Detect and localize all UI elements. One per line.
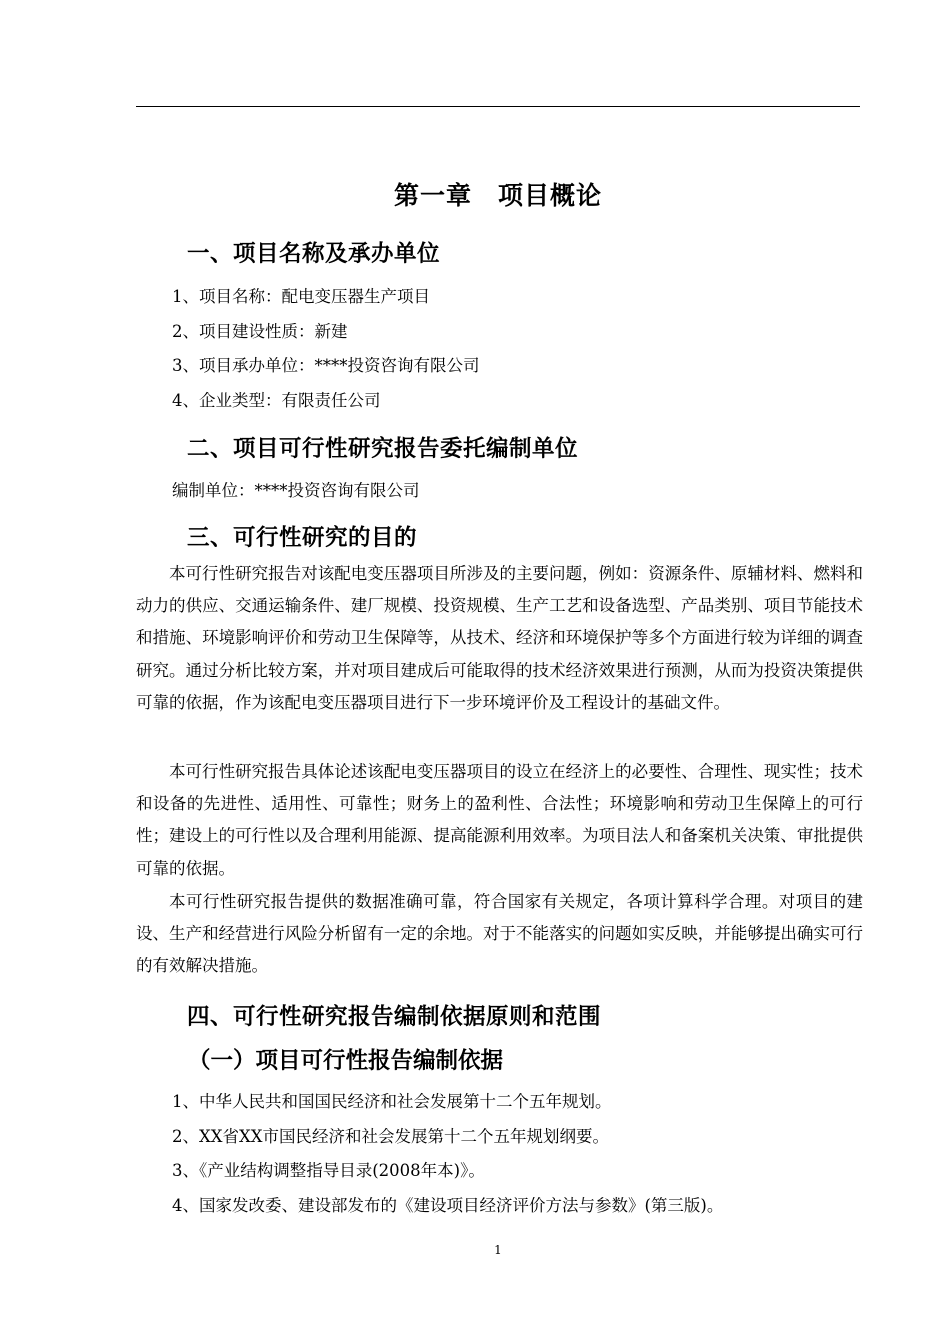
header-rule [136,106,860,107]
section-heading-1: 一、项目名称及承办单位 [187,241,441,267]
section-2-item-1: 编制单位：****投资咨询有限公司 [172,481,420,500]
section-4-item-2: 2、XX省XX市国民经济和社会发展第十二个五年规划纲要。 [172,1127,609,1146]
chapter-title: 第一章 项目概论 [393,181,602,210]
section-3-paragraph-2: 本可行性研究报告具体论述该配电变压器项目的设立在经济上的必要性、合理性、现实性；技术和设备的先进性、适用性、可靠性；财务上的盈利性、合法性；环境影响和劳动卫生保障上的可行性；建设上的可行性以及合理利用能源、提高能源利用效率。为项目法人和备案机关决策、审批提供可靠的依据。 [136,762,863,878]
section-4-item-3: 3、《产业结构调整指导目录(2008年本)》。 [172,1161,485,1180]
section-4-subheading: （一）项目可行性报告编制依据 [188,1048,504,1074]
section-heading-2: 二、项目可行性研究报告委托编制单位 [187,436,579,462]
section-3-paragraph-1: 本可行性研究报告对该配电变压器项目所涉及的主要问题，例如：资源条件、原辅材料、燃料和动力的供应、交通运输条件、建厂规模、投资规模、生产工艺和设备选型、产品类别、项目节能技术和措施、环境影响评价和劳动卫生保障等，从技术、经济和环境保护等多个方面进行较为详细的调查研究。通过分析比较方案，并对项目建成后可能取得的技术经济效果进行预测，从而为投资决策提供可靠的依据，作为该配电变压器项目进行下一步环境评价及工程设计的基础文件。 [136,564,863,712]
page-number: 1 [494,1243,502,1257]
section-4-item-4: 4、国家发改委、建设部发布的《建设项目经济评价方法与参数》(第三版)。 [172,1196,724,1215]
section-1-item-1: 1、项目名称：配电变压器生产项目 [172,287,430,306]
section-1-item-4: 4、企业类型：有限责任公司 [172,391,381,410]
section-heading-3: 三、可行性研究的目的 [187,525,418,551]
section-3-paragraph-3: 本可行性研究报告提供的数据准确可靠，符合国家有关规定，各项计算科学合理。对项目的建设、生产和经营进行风险分析留有一定的余地。对于不能落实的问题如实反映，并能够提出确实可行的有效解决措施。 [136,892,863,976]
section-4-item-1: 1、中华人民共和国国民经济和社会发展第十二个五年规划。 [172,1092,612,1111]
section-1-item-3: 3、项目承办单位：****投资咨询有限公司 [172,356,480,375]
section-heading-4: 四、可行性研究报告编制依据原则和范围 [187,1004,602,1030]
section-1-item-2: 2、项目建设性质：新建 [172,322,348,341]
